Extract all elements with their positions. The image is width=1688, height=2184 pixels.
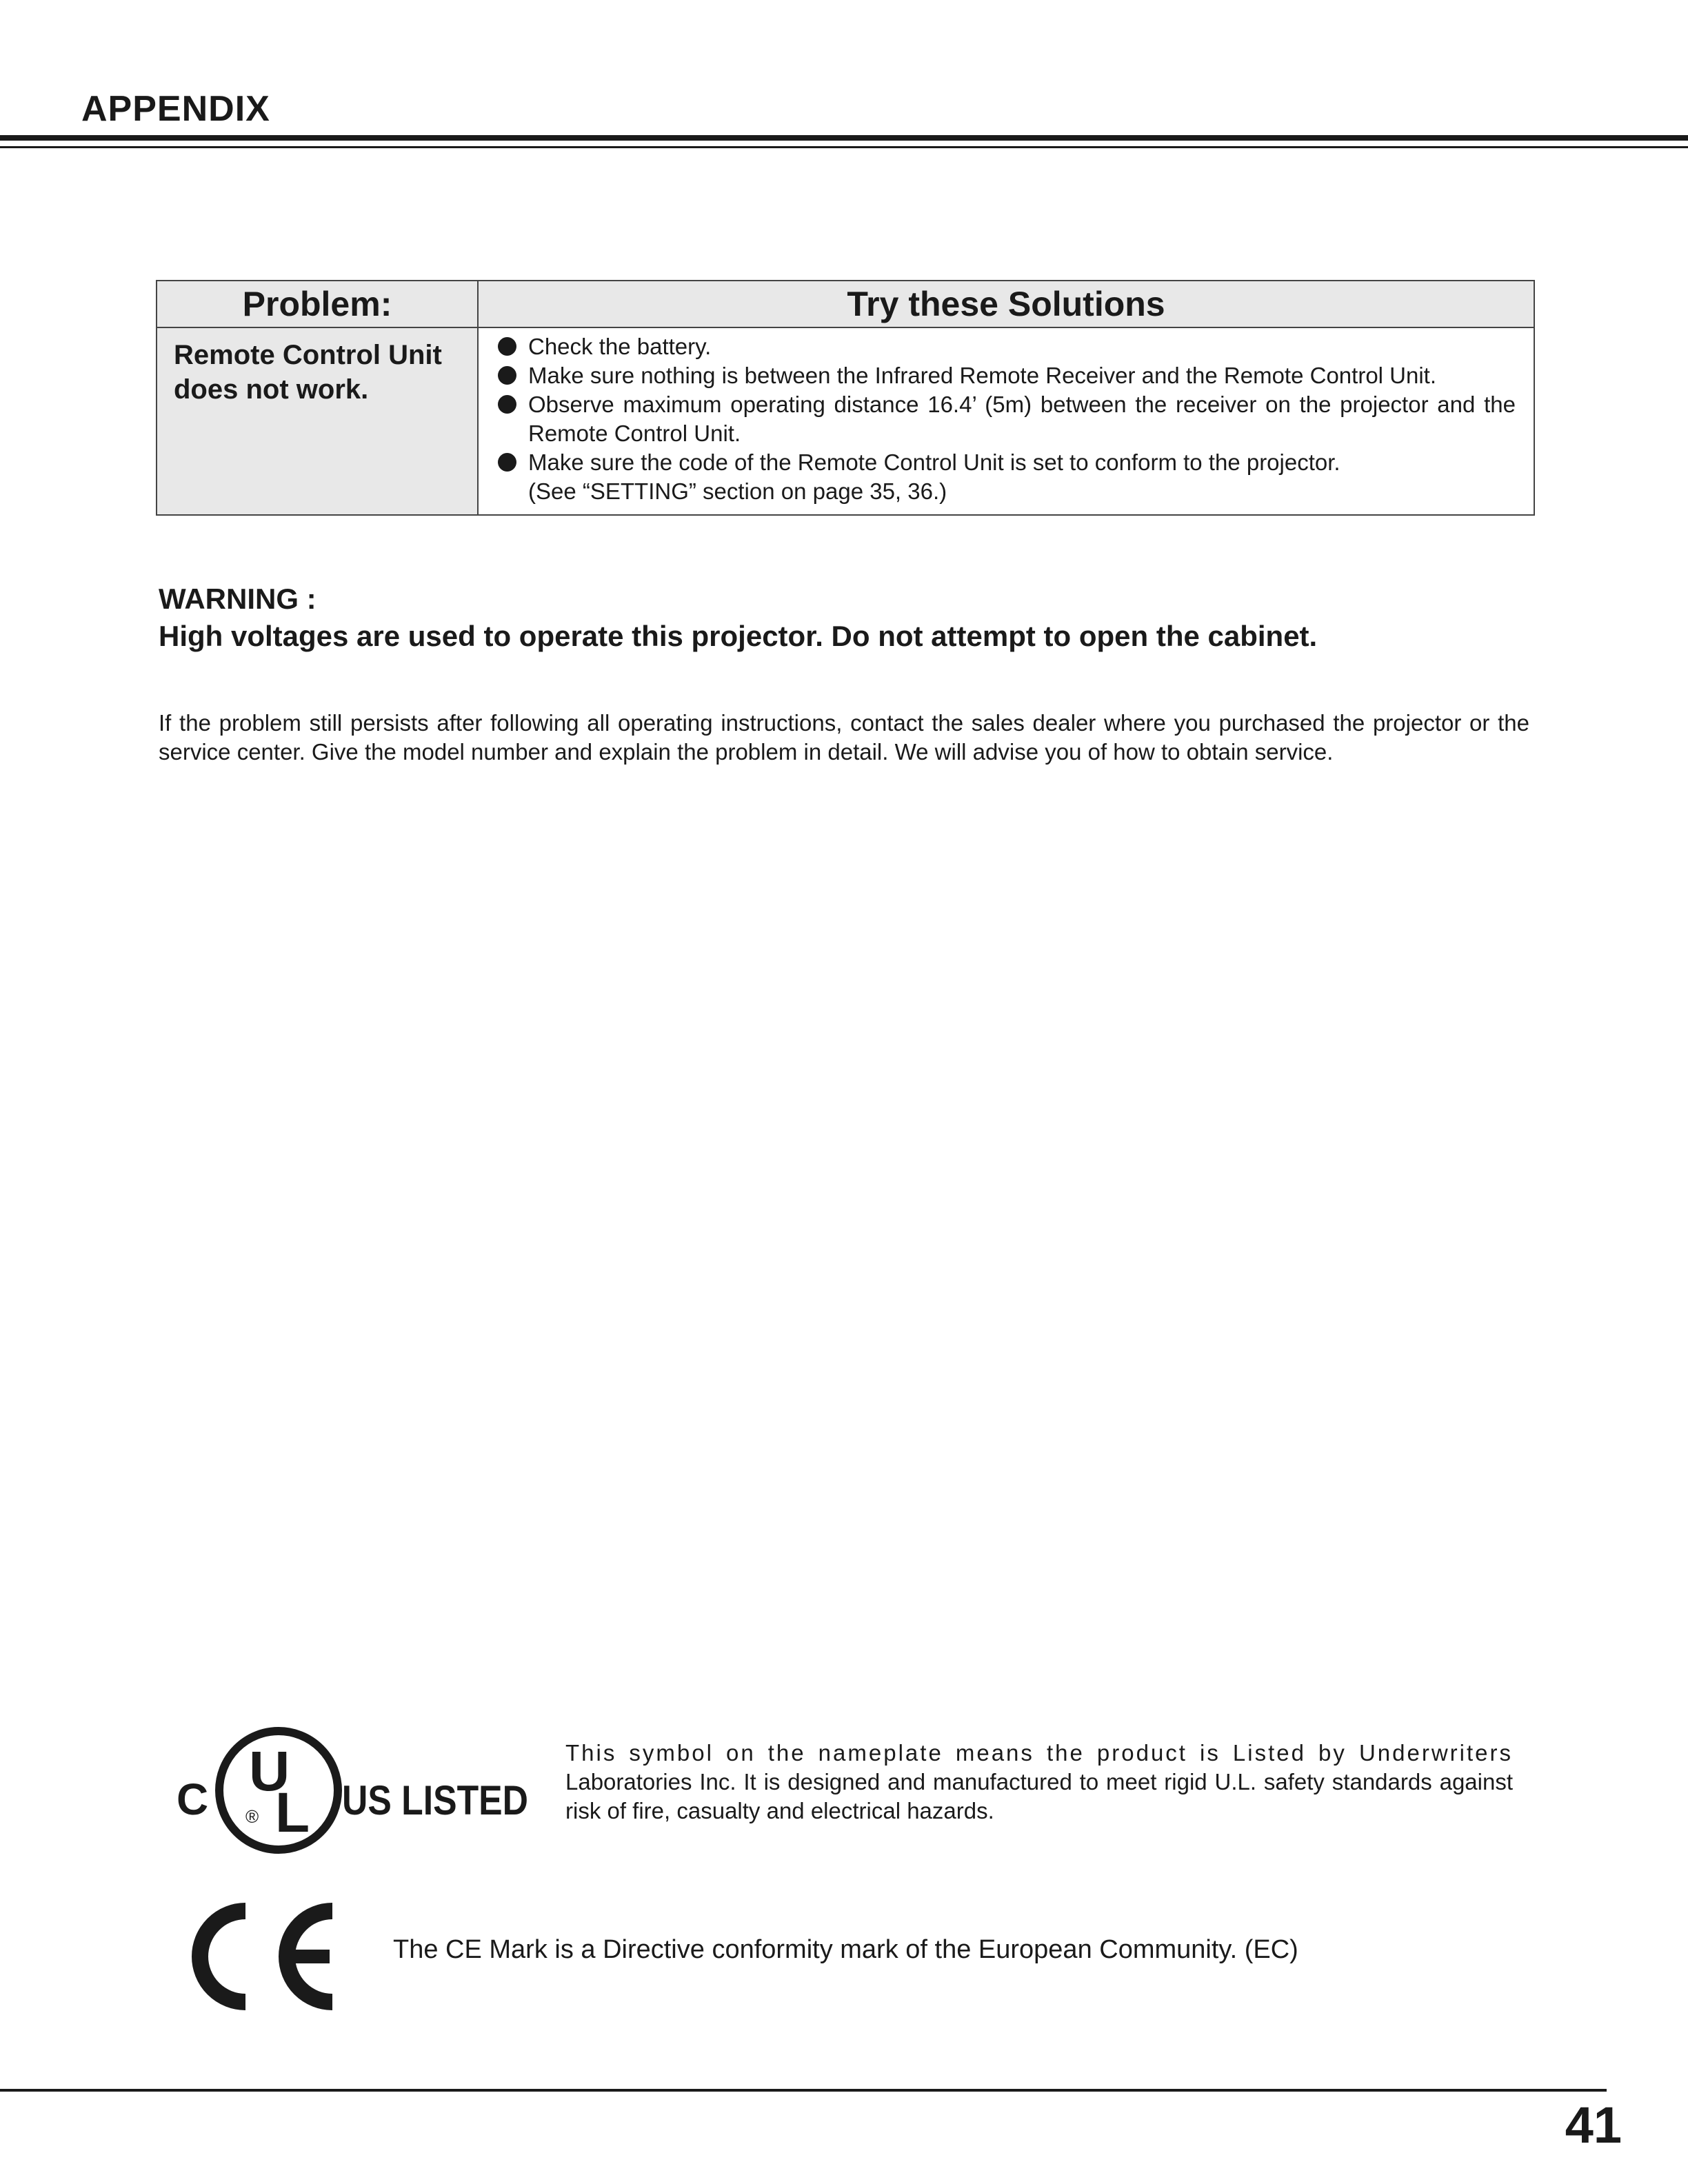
header-rule-thin <box>0 146 1688 148</box>
problem-column-header: Problem: <box>157 281 478 327</box>
warning-title: WARNING : <box>159 583 316 615</box>
solution-text: Make sure the code of the Remote Control Unit is set to conform to the projector. <box>528 449 1340 475</box>
table-header-row <box>157 281 1534 327</box>
solution-text: Observe maximum operating distance 16.4’ (5m) between the receiver on the projector and the Remote Control Unit. <box>528 392 1516 446</box>
ce-letter-e-bar <box>285 1950 330 1963</box>
ul-logo-u: U <box>249 1740 290 1803</box>
solution-note: (See “SETTING” section on page 35, 36.) <box>528 478 947 504</box>
ul-description-line1: This symbol on the nameplate means the product is Listed by Underwriters <box>565 1740 1513 1766</box>
bullet-icon <box>498 337 516 356</box>
ul-logo-registered: ® <box>245 1806 259 1827</box>
ce-mark-logo-icon <box>178 1897 343 2016</box>
ul-description <box>565 1739 1513 1826</box>
warning-text: High voltages are used to operate this projector. Do not attempt to open the cabinet. <box>159 620 1318 652</box>
bullet-icon <box>498 453 516 472</box>
problem-cell: Remote Control Unit does not work. <box>157 327 478 515</box>
service-notice: If the problem still persists after following all operating instructions, contact the sales dealer where you purchased the projector or the service center. Give the model number and explain the problem in detail. We will advise you of how to obtain service. <box>159 710 1529 765</box>
ul-listed-logo-icon <box>177 1725 535 1856</box>
ul-logo-us-listed: US LISTED <box>342 1777 528 1823</box>
ul-description-rest: Laboratories Inc. It is designed and manufactured to meet rigid U.L. safety standards against risk of fire, casualty and electrical hazards. <box>565 1769 1513 1823</box>
ce-letter-c <box>200 1911 245 2002</box>
solutions-cell <box>478 327 1534 515</box>
troubleshooting-table <box>156 280 1535 516</box>
ul-logo-c: C <box>177 1775 209 1824</box>
ul-logo-l: L <box>275 1781 310 1844</box>
solution-text: Make sure nothing is between the Infrared Remote Receiver and the Remote Control Unit. <box>528 363 1437 388</box>
solution-item <box>498 361 1516 390</box>
table-row <box>157 327 1534 515</box>
page-number: 41 <box>1565 2096 1622 2154</box>
solution-item <box>498 390 1516 448</box>
solution-text: Check the battery. <box>528 334 712 359</box>
solution-list <box>498 332 1516 506</box>
section-title: APPENDIX <box>81 89 270 129</box>
solution-item <box>498 448 1516 506</box>
footer-rule <box>0 2089 1607 2092</box>
solution-item <box>498 332 1516 361</box>
ce-description: The CE Mark is a Directive conformity mark of the European Community. (EC) <box>393 1935 1298 1964</box>
warning-block <box>159 580 1538 655</box>
bullet-icon <box>498 395 516 414</box>
header-rule-thick <box>0 135 1688 141</box>
solutions-column-header: Try these Solutions <box>478 281 1534 327</box>
bullet-icon <box>498 366 516 385</box>
